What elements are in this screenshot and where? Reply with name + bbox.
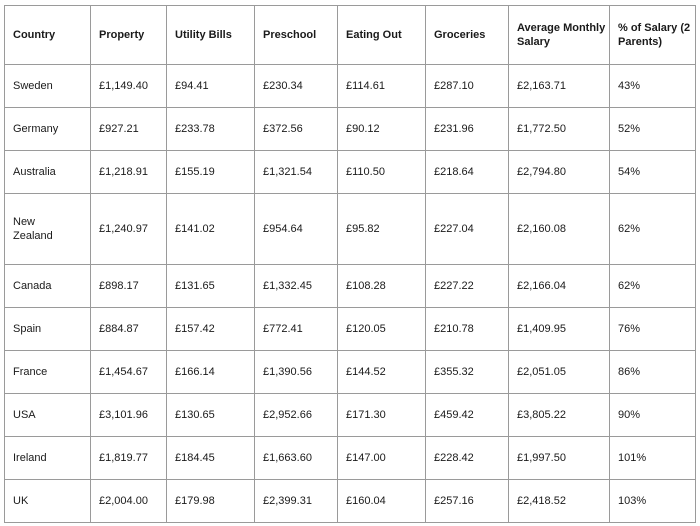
cell-preschool: £1,663.60: [255, 437, 338, 480]
table-row: [5, 265, 696, 308]
cell-eating-out: £90.12: [338, 108, 426, 151]
header-eating-out: Eating Out: [338, 6, 426, 65]
table-row: [5, 194, 696, 265]
cost-table-container: [4, 5, 696, 523]
cell-percent-of-salary: 101%: [610, 437, 696, 480]
cell-groceries: £287.10: [426, 65, 509, 108]
cell-preschool: £954.64: [255, 194, 338, 265]
cell-groceries: £227.22: [426, 265, 509, 308]
cell-preschool: £1,321.54: [255, 151, 338, 194]
cell-eating-out: £110.50: [338, 151, 426, 194]
cell-preschool: £1,390.56: [255, 351, 338, 394]
cell-country: New Zealand: [5, 194, 91, 265]
table-row: [5, 437, 696, 480]
cell-country: UK: [5, 480, 91, 523]
table-row: [5, 108, 696, 151]
cell-country: Spain: [5, 308, 91, 351]
cell-property: £1,240.97: [91, 194, 167, 265]
cell-percent-of-salary: 62%: [610, 194, 696, 265]
cell-country: Germany: [5, 108, 91, 151]
cell-groceries: £231.96: [426, 108, 509, 151]
cell-preschool: £2,952.66: [255, 394, 338, 437]
cell-utility-bills: £157.42: [167, 308, 255, 351]
cell-property: £1,819.77: [91, 437, 167, 480]
cell-average-monthly-salary: £1,409.95: [509, 308, 610, 351]
cell-average-monthly-salary: £2,051.05: [509, 351, 610, 394]
cell-utility-bills: £179.98: [167, 480, 255, 523]
cell-average-monthly-salary: £2,160.08: [509, 194, 610, 265]
cell-groceries: £459.42: [426, 394, 509, 437]
cell-average-monthly-salary: £2,794.80: [509, 151, 610, 194]
cell-eating-out: £95.82: [338, 194, 426, 265]
header-percent-of-salary: % of Salary (2 Parents): [610, 6, 696, 65]
cell-percent-of-salary: 62%: [610, 265, 696, 308]
header-average-monthly-salary: Average Monthly Salary: [509, 6, 610, 65]
table-header-row: [5, 6, 696, 65]
cell-groceries: £210.78: [426, 308, 509, 351]
cell-preschool: £1,332.45: [255, 265, 338, 308]
cell-property: £2,004.00: [91, 480, 167, 523]
cell-groceries: £228.42: [426, 437, 509, 480]
cell-utility-bills: £130.65: [167, 394, 255, 437]
cell-eating-out: £160.04: [338, 480, 426, 523]
cell-property: £927.21: [91, 108, 167, 151]
cell-eating-out: £171.30: [338, 394, 426, 437]
cell-average-monthly-salary: £2,163.71: [509, 65, 610, 108]
header-utility-bills: Utility Bills: [167, 6, 255, 65]
cell-eating-out: £144.52: [338, 351, 426, 394]
cell-country: Canada: [5, 265, 91, 308]
cell-preschool: £230.34: [255, 65, 338, 108]
cell-utility-bills: £184.45: [167, 437, 255, 480]
cell-preschool: £772.41: [255, 308, 338, 351]
cell-property: £3,101.96: [91, 394, 167, 437]
table-row: [5, 394, 696, 437]
cell-eating-out: £114.61: [338, 65, 426, 108]
cell-groceries: £355.32: [426, 351, 509, 394]
cell-percent-of-salary: 103%: [610, 480, 696, 523]
cell-utility-bills: £141.02: [167, 194, 255, 265]
cell-groceries: £227.04: [426, 194, 509, 265]
cell-percent-of-salary: 90%: [610, 394, 696, 437]
table-row: [5, 65, 696, 108]
cell-property: £1,218.91: [91, 151, 167, 194]
cell-preschool: £372.56: [255, 108, 338, 151]
cell-property: £898.17: [91, 265, 167, 308]
header-property: Property: [91, 6, 167, 65]
cell-country: Sweden: [5, 65, 91, 108]
cell-property: £1,149.40: [91, 65, 167, 108]
table-row: [5, 151, 696, 194]
childcare-cost-table: [4, 5, 696, 523]
cell-average-monthly-salary: £3,805.22: [509, 394, 610, 437]
cell-eating-out: £147.00: [338, 437, 426, 480]
cell-preschool: £2,399.31: [255, 480, 338, 523]
header-groceries: Groceries: [426, 6, 509, 65]
cell-utility-bills: £166.14: [167, 351, 255, 394]
cell-groceries: £257.16: [426, 480, 509, 523]
cell-property: £1,454.67: [91, 351, 167, 394]
cell-eating-out: £120.05: [338, 308, 426, 351]
cell-property: £884.87: [91, 308, 167, 351]
cell-percent-of-salary: 52%: [610, 108, 696, 151]
cell-utility-bills: £155.19: [167, 151, 255, 194]
cell-percent-of-salary: 76%: [610, 308, 696, 351]
header-preschool: Preschool: [255, 6, 338, 65]
table-row: [5, 480, 696, 523]
cell-eating-out: £108.28: [338, 265, 426, 308]
cell-average-monthly-salary: £2,418.52: [509, 480, 610, 523]
cell-groceries: £218.64: [426, 151, 509, 194]
table-row: [5, 308, 696, 351]
cell-percent-of-salary: 86%: [610, 351, 696, 394]
cell-average-monthly-salary: £2,166.04: [509, 265, 610, 308]
cell-country: Australia: [5, 151, 91, 194]
cell-percent-of-salary: 43%: [610, 65, 696, 108]
cell-country: Ireland: [5, 437, 91, 480]
cell-country: USA: [5, 394, 91, 437]
cell-utility-bills: £94.41: [167, 65, 255, 108]
cell-average-monthly-salary: £1,997.50: [509, 437, 610, 480]
table-row: [5, 351, 696, 394]
cell-country: France: [5, 351, 91, 394]
header-country: Country: [5, 6, 91, 65]
cell-average-monthly-salary: £1,772.50: [509, 108, 610, 151]
cell-percent-of-salary: 54%: [610, 151, 696, 194]
cell-utility-bills: £233.78: [167, 108, 255, 151]
cell-utility-bills: £131.65: [167, 265, 255, 308]
